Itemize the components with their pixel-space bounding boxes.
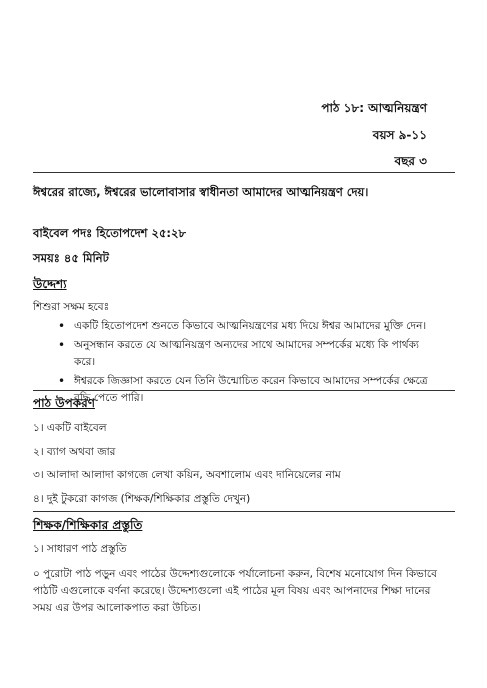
material-item: ২। ব্যাগ অথবা জার: [33, 446, 116, 458]
preparation-item: ১। সাধারণ পাঠ প্রস্তুতি: [33, 543, 127, 555]
divider: [33, 390, 455, 391]
lesson-theme: ঈশ্বরের রাজ্যে, ঈশ্বরের ভালোবাসার স্বাধীনতা আমাদের আত্মনিয়ন্ত্রণ দেয়।: [33, 185, 369, 199]
bible-verse: বাইবেল পদঃ হিতোপদেশ ২৫:২৮: [33, 226, 186, 240]
objectives-intro: শিশুরা সক্ষম হবেঃ: [33, 301, 110, 313]
materials-heading: পাঠ উপকরণ: [33, 396, 95, 410]
bullet-icon: •: [58, 319, 66, 333]
age-range: বয়স ৯-১১: [372, 128, 427, 142]
material-item: ৩। আলাদা আলাদা কাগজে লেখা কয়িন, অবশালোম এবং দানিয়েলের নাম: [33, 469, 341, 481]
preparation-heading: শিক্ষক/শিক্ষিকার প্রস্তুতি: [33, 518, 143, 532]
divider: [33, 511, 455, 512]
divider: [33, 172, 455, 173]
material-item: ১। একটি বাইবেল: [33, 422, 107, 434]
lesson-title: পাঠ ১৮: আত্মনিয়ন্ত্রণ: [321, 101, 427, 115]
list-item: [58, 318, 428, 335]
year-label: বছর ৩: [394, 154, 427, 168]
objectives-heading: উদ্দেশ্য: [33, 277, 67, 291]
list-item: [58, 337, 428, 371]
objective-text: ঈশ্বরকে জিজ্ঞাসা করতে যেন তিনি উন্মোচিত করেন কিভাবে আমাদের সম্পর্কের ক্ষেত্রে বৃদ্ধি পেতে পারি।: [74, 375, 428, 404]
lesson-duration: সময়ঃ ৪৫ মিনিট: [33, 251, 109, 265]
material-item: ৪। দুই টুকরো কাগজ (শিক্ষক/শিক্ষিকার প্রস্তুতি দেখুন): [33, 493, 251, 505]
preparation-paragraph: ০ পুরোটা পাঠ পড়ুন এবং পাঠের উদ্দেশ্যগুলোকে পর্যালোচনা করুন, বিশেষ মনোযোগ দিন কিভাবে পাঠটি এগুলোকে বর্ণনা করেছে। উদ্দেশ্যগুলো এই পাঠের মূল বিষয় এবং আপনাদের শিক্ষা দানের সময় এর উপর আলোকপাত করা উচিত।: [33, 568, 437, 614]
objective-text: একটি হিতোপদেশ শুনতে কিভাবে আত্মনিয়ন্ত্রণের মধ্য দিয়ে ঈশ্বর আমাদের মুক্তি দেন।: [74, 320, 427, 332]
bullet-icon: •: [58, 374, 66, 388]
objective-text: অনুসন্ধান করতে যে আত্মনিয়ন্ত্রণ অন্যদের সাথে আমাদের সম্পর্কের মধ্যে কি পার্থক্য করে।: [74, 339, 419, 368]
bullet-icon: •: [58, 338, 66, 352]
